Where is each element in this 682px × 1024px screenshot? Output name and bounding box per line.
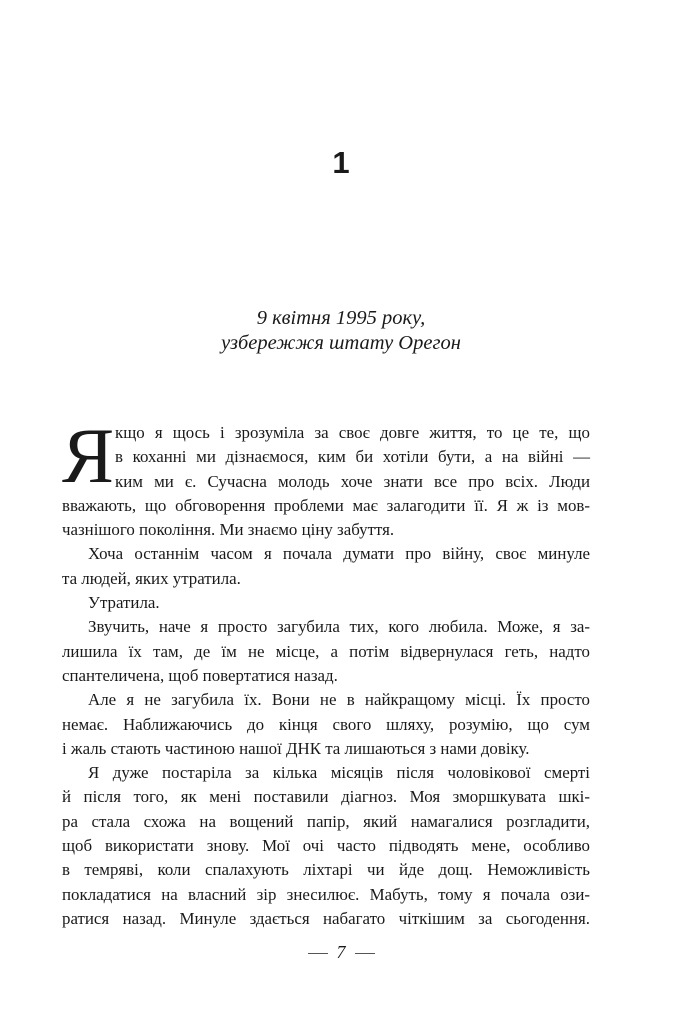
text-line: ким ми є. Сучасна молодь хоче знати все про всіх. Люди <box>115 471 590 491</box>
text-line: Утратила. <box>88 593 160 613</box>
text-line: та людей, яких утратила. <box>62 568 241 588</box>
text-line: ра стала схожа на вощений папір, який намагалися розгладити, <box>62 811 590 831</box>
text-line: Я дуже постаріла за кілька місяців після чоловікової смерті <box>88 763 590 783</box>
text-line: в коханні ми дізнаємося, ким би хотіли бути, а на війні — <box>115 447 590 467</box>
text-line: і жаль стають частиною нашої ДНК та лишаються з нами довіку. <box>62 738 530 758</box>
text-line: Але я не загубила їх. Вони не в найкращому місці. Їх просто <box>88 690 590 710</box>
text-line: щоб використати знову. Мої очі часто підводять мене, особливо <box>62 836 590 856</box>
text-line: ратися назад. Минуле здається набагато чіткішим за сьогодення. <box>62 908 590 928</box>
body-text <box>62 412 590 931</box>
text-line: немає. Наближаючись до кінця свого шляху, розумію, що сум <box>62 714 590 734</box>
drop-cap: Я <box>62 412 115 499</box>
page-number: 7 <box>336 942 346 962</box>
text-line: спантеличена, щоб повертатися назад. <box>62 665 338 685</box>
epigraph-date: 9 квітня 1995 року, <box>256 307 426 329</box>
text-line: лишила їх там, де їм не місце, а потім відвернулася геть, надто <box>62 641 590 661</box>
text-line: в темряві, коли спалахують ліхтарі чи йде дощ. Неможливість <box>62 860 590 880</box>
folio-rule-left <box>308 953 328 954</box>
folio-rule-right <box>355 953 375 954</box>
chapter-number: 1 <box>332 145 350 180</box>
page-footer <box>0 940 682 964</box>
text-line: кщо я щось і зрозуміла за своє довге життя, то це те, що <box>115 423 590 442</box>
text-line: й після того, як мені поставили діагноз. Моя зморшкувата шкі- <box>62 787 590 807</box>
text-line: вважають, що обговорення проблеми має залагодити її. Я ж із мов- <box>62 495 590 515</box>
text-line: Звучить, наче я просто загубила тих, кого любила. Може, я за- <box>88 617 590 637</box>
chapter-epigraph <box>0 306 682 356</box>
epigraph-place: узбережжя штату Орегон <box>221 332 461 354</box>
text-line: чазнішого покоління. Ми знаємо ціну забуття. <box>62 520 395 540</box>
text-line: Хоча останнім часом я почала думати про війну, своє минуле <box>88 544 590 564</box>
text-line: покладатися на власний зір знесилює. Мабуть, тому я почала ози- <box>62 884 590 904</box>
